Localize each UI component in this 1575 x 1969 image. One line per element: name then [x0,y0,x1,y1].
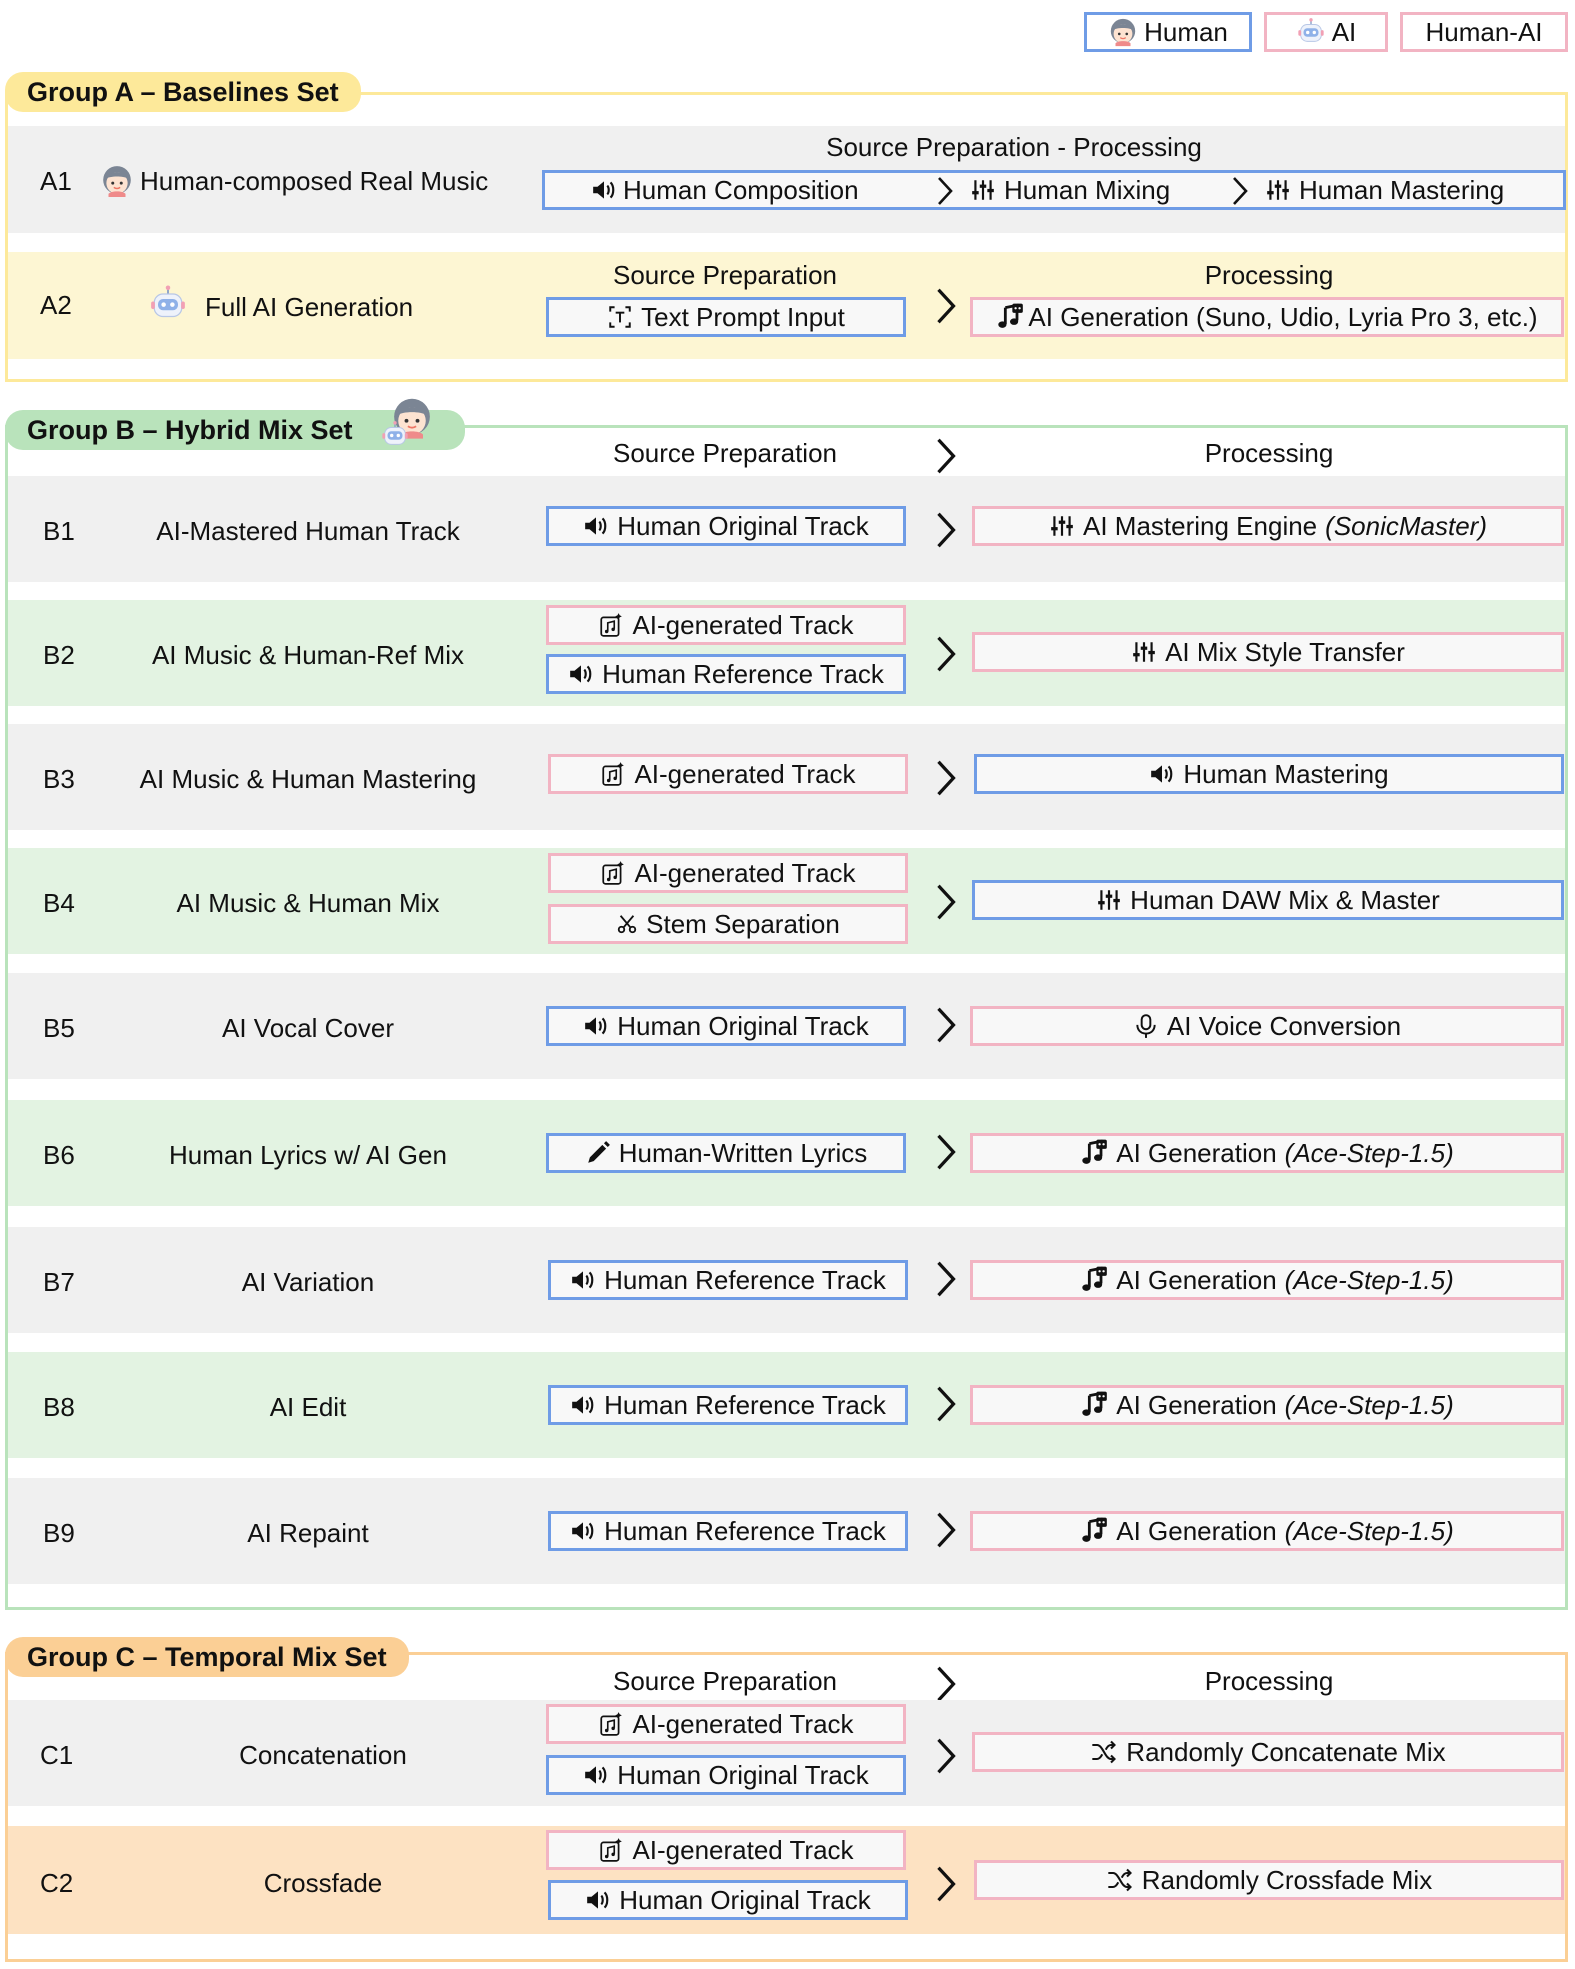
source-box: AI-generated Track [548,853,908,893]
mixer-sliders-icon [1265,177,1291,203]
source-box: Human Reference Track [548,1511,908,1551]
processing-box: Randomly Crossfade Mix [974,1860,1564,1900]
scissors-icon [616,913,638,935]
row-b8 [8,1352,1565,1458]
row-name: AI Vocal Cover [222,1013,394,1043]
chevron-right-icon [930,882,962,922]
row-id: C2 [40,1868,74,1898]
source-box: Human Original Track [546,506,906,546]
speaker-icon [1149,761,1175,787]
processing-box: Human Mastering [974,754,1564,794]
pencil-icon [585,1140,611,1166]
row-name: AI Edit [269,1392,347,1422]
row-id: A2 [40,290,72,320]
speaker-icon [568,661,594,687]
speaker-icon [583,1013,609,1039]
row-b7 [8,1227,1565,1333]
column-header: Source Preparation - Processing [826,132,1202,162]
source-box: AI-generated Track [546,1704,906,1744]
legend-ai: AI [1264,12,1388,52]
processing-box: AI Mix Style Transfer [972,632,1564,672]
speaker-icon [583,1762,609,1788]
row-name: AI Music & Human Mix [176,888,440,918]
row-id: B2 [43,640,75,670]
row-b9 [8,1478,1565,1584]
human-pipeline-box [542,170,1566,210]
ai-generated-track-icon [598,1837,624,1863]
source-preparation-header: Source Preparation [612,1666,838,1696]
chevron-right-icon [930,510,962,550]
group-a-title: Group A – Baselines Set [5,72,361,112]
row-id: B1 [43,516,75,546]
human-avatar-icon [100,164,134,198]
ai-music-note-icon [1080,1266,1108,1294]
row-id: B8 [43,1392,75,1422]
ai-music-note-icon [996,303,1024,331]
row-id: B4 [43,888,75,918]
row-name: AI Variation [241,1267,375,1297]
chevron-right-icon [930,1132,962,1172]
source-box: Human Reference Track [546,654,906,694]
chevron-right-icon [935,175,955,207]
ai-generated-track-icon [600,761,626,787]
speaker-icon [570,1392,596,1418]
row-id: C1 [40,1740,74,1770]
row-b6 [8,1100,1565,1206]
robot-icon [1296,17,1326,47]
row-name: Crossfade [263,1868,383,1898]
row-id: A1 [40,166,72,196]
row-a1 [8,126,1565,233]
microphone-icon [1133,1013,1159,1039]
source-preparation-header: Source Preparation [612,260,838,290]
chevron-right-icon [930,1259,962,1299]
processing-box: AI Mastering Engine (SonicMaster) [972,506,1564,546]
row-id: B6 [43,1140,75,1170]
row-b4 [8,848,1565,954]
row-c1 [8,1700,1565,1806]
processing-box: AI Generation (Ace-Step-1.5) [970,1511,1564,1551]
robot-icon [148,284,188,324]
speaker-icon [591,177,617,203]
source-box: AI-generated Track [548,754,908,794]
ai-music-note-icon [1080,1139,1108,1167]
step-human-mixing: Human Mixing [1004,174,1171,205]
ai-music-note-icon [1080,1391,1108,1419]
row-id: B3 [43,764,75,794]
source-box: Human Original Track [546,1006,906,1046]
source-box: Human-Written Lyrics [546,1133,906,1173]
chevron-right-icon [930,1384,962,1424]
row-b2 [8,600,1565,706]
row-name: AI Repaint [247,1518,369,1548]
processing-box: AI Generation (Suno, Udio, Lyria Pro 3, etc.) [970,297,1564,337]
processing-header: Processing [1204,1666,1334,1696]
row-name: Human-composed Real Music [140,166,489,196]
processing-box: AI Generation (Ace-Step-1.5) [970,1133,1564,1173]
row-b1 [8,476,1565,582]
processing-box: Human DAW Mix & Master [972,880,1564,920]
chevron-right-icon [930,1510,962,1550]
source-box: Human Reference Track [548,1260,908,1300]
row-a2 [8,252,1565,359]
chevron-right-icon [930,634,962,674]
step-human-composition: Human Composition [623,174,859,205]
group-c-title: Group C – Temporal Mix Set [5,1637,409,1677]
chevron-right-icon [930,758,962,798]
step-human-mastering: Human Mastering [1299,174,1505,205]
ai-generated-track-icon [598,1711,624,1737]
source-box: Human Reference Track [548,1385,908,1425]
processing-header: Processing [1204,438,1334,468]
ai-generated-track-icon [600,860,626,886]
chevron-right-icon [930,1664,962,1704]
chevron-right-icon [1230,175,1250,207]
shuffle-icon [1090,1738,1118,1766]
speaker-icon [583,513,609,539]
mixer-sliders-icon [970,177,996,203]
text-prompt-icon [607,304,633,330]
legend-human-ai: Human-AI [1400,12,1568,52]
row-b3 [8,724,1565,830]
speaker-icon [570,1518,596,1544]
row-name: Human Lyrics w/ AI Gen [169,1140,447,1170]
processing-box: AI Voice Conversion [970,1006,1564,1046]
shuffle-icon [1106,1866,1134,1894]
human-ai-icon [380,396,436,452]
processing-box: AI Generation (Ace-Step-1.5) [970,1385,1564,1425]
row-id: B7 [43,1267,75,1297]
processing-box: Randomly Concatenate Mix [972,1732,1564,1772]
legend-human: Human [1084,12,1252,52]
row-id: B9 [43,1518,75,1548]
chevron-right-icon [930,1005,962,1045]
speaker-icon [570,1267,596,1293]
mixer-sliders-icon [1131,639,1157,665]
row-name: AI Music & Human Mastering [139,764,477,794]
row-name: AI-Mastered Human Track [156,516,460,546]
chevron-right-icon [930,1736,962,1776]
mixer-sliders-icon [1049,513,1075,539]
row-id: B5 [43,1013,75,1043]
mixer-sliders-icon [1096,887,1122,913]
chevron-right-icon [930,1864,962,1904]
processing-header: Processing [1204,260,1334,290]
source-box: Stem Separation [548,904,908,944]
row-b5 [8,973,1565,1079]
source-box: Human Original Track [546,1755,906,1795]
source-box: Human Original Track [548,1880,908,1920]
row-name: Concatenation [239,1740,407,1770]
human-avatar-icon [1108,17,1138,47]
speaker-icon [585,1887,611,1913]
source-box: Text Prompt Input [546,297,906,337]
processing-box: AI Generation (Ace-Step-1.5) [970,1260,1564,1300]
row-name: AI Music & Human-Ref Mix [151,640,465,670]
source-box: AI-generated Track [546,605,906,645]
chevron-right-icon [930,436,962,476]
row-name: Full AI Generation [205,292,414,322]
source-box: AI-generated Track [546,1830,906,1870]
source-preparation-header: Source Preparation [612,438,838,468]
ai-music-note-icon [1080,1517,1108,1545]
group-b-title: Group B – Hybrid Mix Set [5,410,465,450]
ai-generated-track-icon [598,612,624,638]
row-c2 [8,1826,1565,1934]
chevron-right-icon [930,286,962,326]
